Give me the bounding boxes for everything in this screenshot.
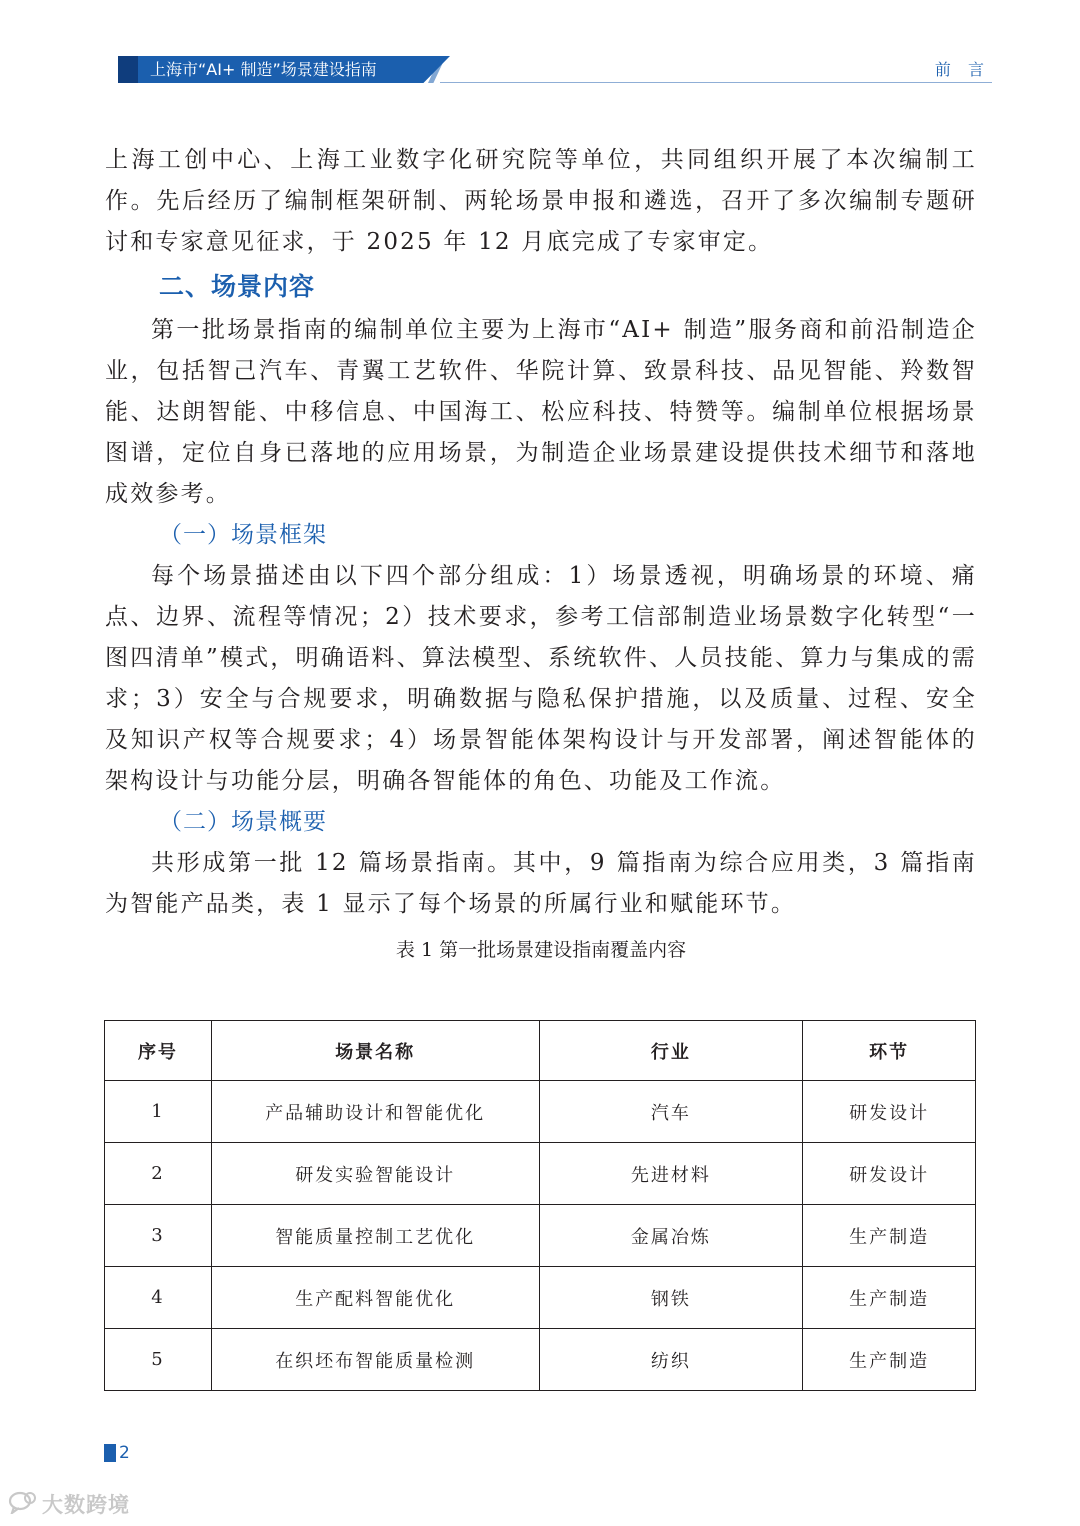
paragraph-3: 每个场景描述由以下四个部分组成：1）场景透视，明确场景的环境、痛点、边界、流程等情况；2）技术要求，参考工信部制造业场景数字化转型“一图四清单”模式，明确语料、算法模型、系统软件、人员技能、算力与集成的需求；3）安全与合规要求，明确数据与隐私保护措施，以及质量、过程、安全及知识产权等合规要求；4）场景智能体架构设计与开发部署，阐述智能体的架构设计与功能分层，明确各智能体的角色、功能及工作流。: [105, 563, 977, 794]
coverage-table: [104, 1020, 976, 1391]
watermark-text: 大数跨境: [42, 1493, 130, 1517]
cell-industry: 汽车: [539, 1081, 803, 1143]
cell-stage: 生产制造: [803, 1267, 976, 1329]
cell-stage: 生产制造: [803, 1205, 976, 1267]
paragraph-2: 第一批场景指南的编制单位主要为上海市“AI+ 制造”服务商和前沿制造企业，包括智己汽车、青翼工艺软件、华院计算、致景科技、品见智能、羚数智能、达朗智能、中移信息、中国海工、松应科技、特赞等。编制单位根据场景图谱，定位自身已落地的应用场景，为制造企业场景建设提供技术细节和落地成效参考。: [105, 317, 977, 507]
cell-no: 5: [105, 1329, 212, 1391]
header-square-mark: [118, 56, 138, 83]
page-content: [105, 140, 977, 967]
header-scene-name: 场景名称: [211, 1021, 539, 1081]
document-title: 上海市“AI+ 制造”场景建设指南: [150, 60, 377, 79]
cell-scene-name: 研发实验智能设计: [211, 1143, 539, 1205]
cell-no: 3: [105, 1205, 212, 1267]
header-stage: 环节: [803, 1021, 976, 1081]
header-no: 序号: [105, 1021, 212, 1081]
cell-no: 2: [105, 1143, 212, 1205]
paragraph-1: 上海工创中心、上海工业数字化研究院等单位，共同组织开展了本次编制工作。先后经历了编制框架研制、两轮场景申报和遴选，召开了多次编制专题研讨和专家意见征求，于 2025 年 12 月底完成了专家审定。: [105, 147, 977, 255]
cell-scene-name: 在织坯布智能质量检测: [211, 1329, 539, 1391]
cell-no: 4: [105, 1267, 212, 1329]
table-row: [105, 1143, 976, 1205]
cell-stage: 研发设计: [803, 1143, 976, 1205]
page-number: 2: [119, 1443, 130, 1463]
header-rule: [440, 82, 992, 83]
chat-bubble-icon: [8, 1490, 38, 1522]
table-row: [105, 1329, 976, 1391]
cell-industry: 先进材料: [539, 1143, 803, 1205]
header-industry: 行业: [539, 1021, 803, 1081]
page-number-mark: [104, 1444, 116, 1462]
cell-industry: 纺织: [539, 1329, 803, 1391]
cell-scene-name: 产品辅助设计和智能优化: [211, 1081, 539, 1143]
table-row: [105, 1081, 976, 1143]
table-row: [105, 1205, 976, 1267]
subheading-overview: （二）场景概要: [159, 809, 327, 835]
watermark: [8, 1490, 130, 1522]
table-caption: 表 1 第一批场景建设指南覆盖内容: [395, 939, 687, 961]
cell-stage: 生产制造: [803, 1329, 976, 1391]
cell-industry: 钢铁: [539, 1267, 803, 1329]
cell-scene-name: 智能质量控制工艺优化: [211, 1205, 539, 1267]
cell-scene-name: 生产配料智能优化: [211, 1267, 539, 1329]
table-header-row: [105, 1021, 976, 1081]
table-row: [105, 1267, 976, 1329]
cell-no: 1: [105, 1081, 212, 1143]
cell-industry: 金属冶炼: [539, 1205, 803, 1267]
cell-stage: 研发设计: [803, 1081, 976, 1143]
subheading-framework: （一）场景框架: [159, 522, 327, 548]
section-label: 前 言: [934, 60, 990, 79]
paragraph-4: 共形成第一批 12 篇场景指南。其中，9 篇指南为综合应用类，3 篇指南为智能产品类，表 1 显示了每个场景的所属行业和赋能环节。: [105, 850, 977, 917]
section-heading-content: 二、场景内容: [159, 272, 316, 301]
